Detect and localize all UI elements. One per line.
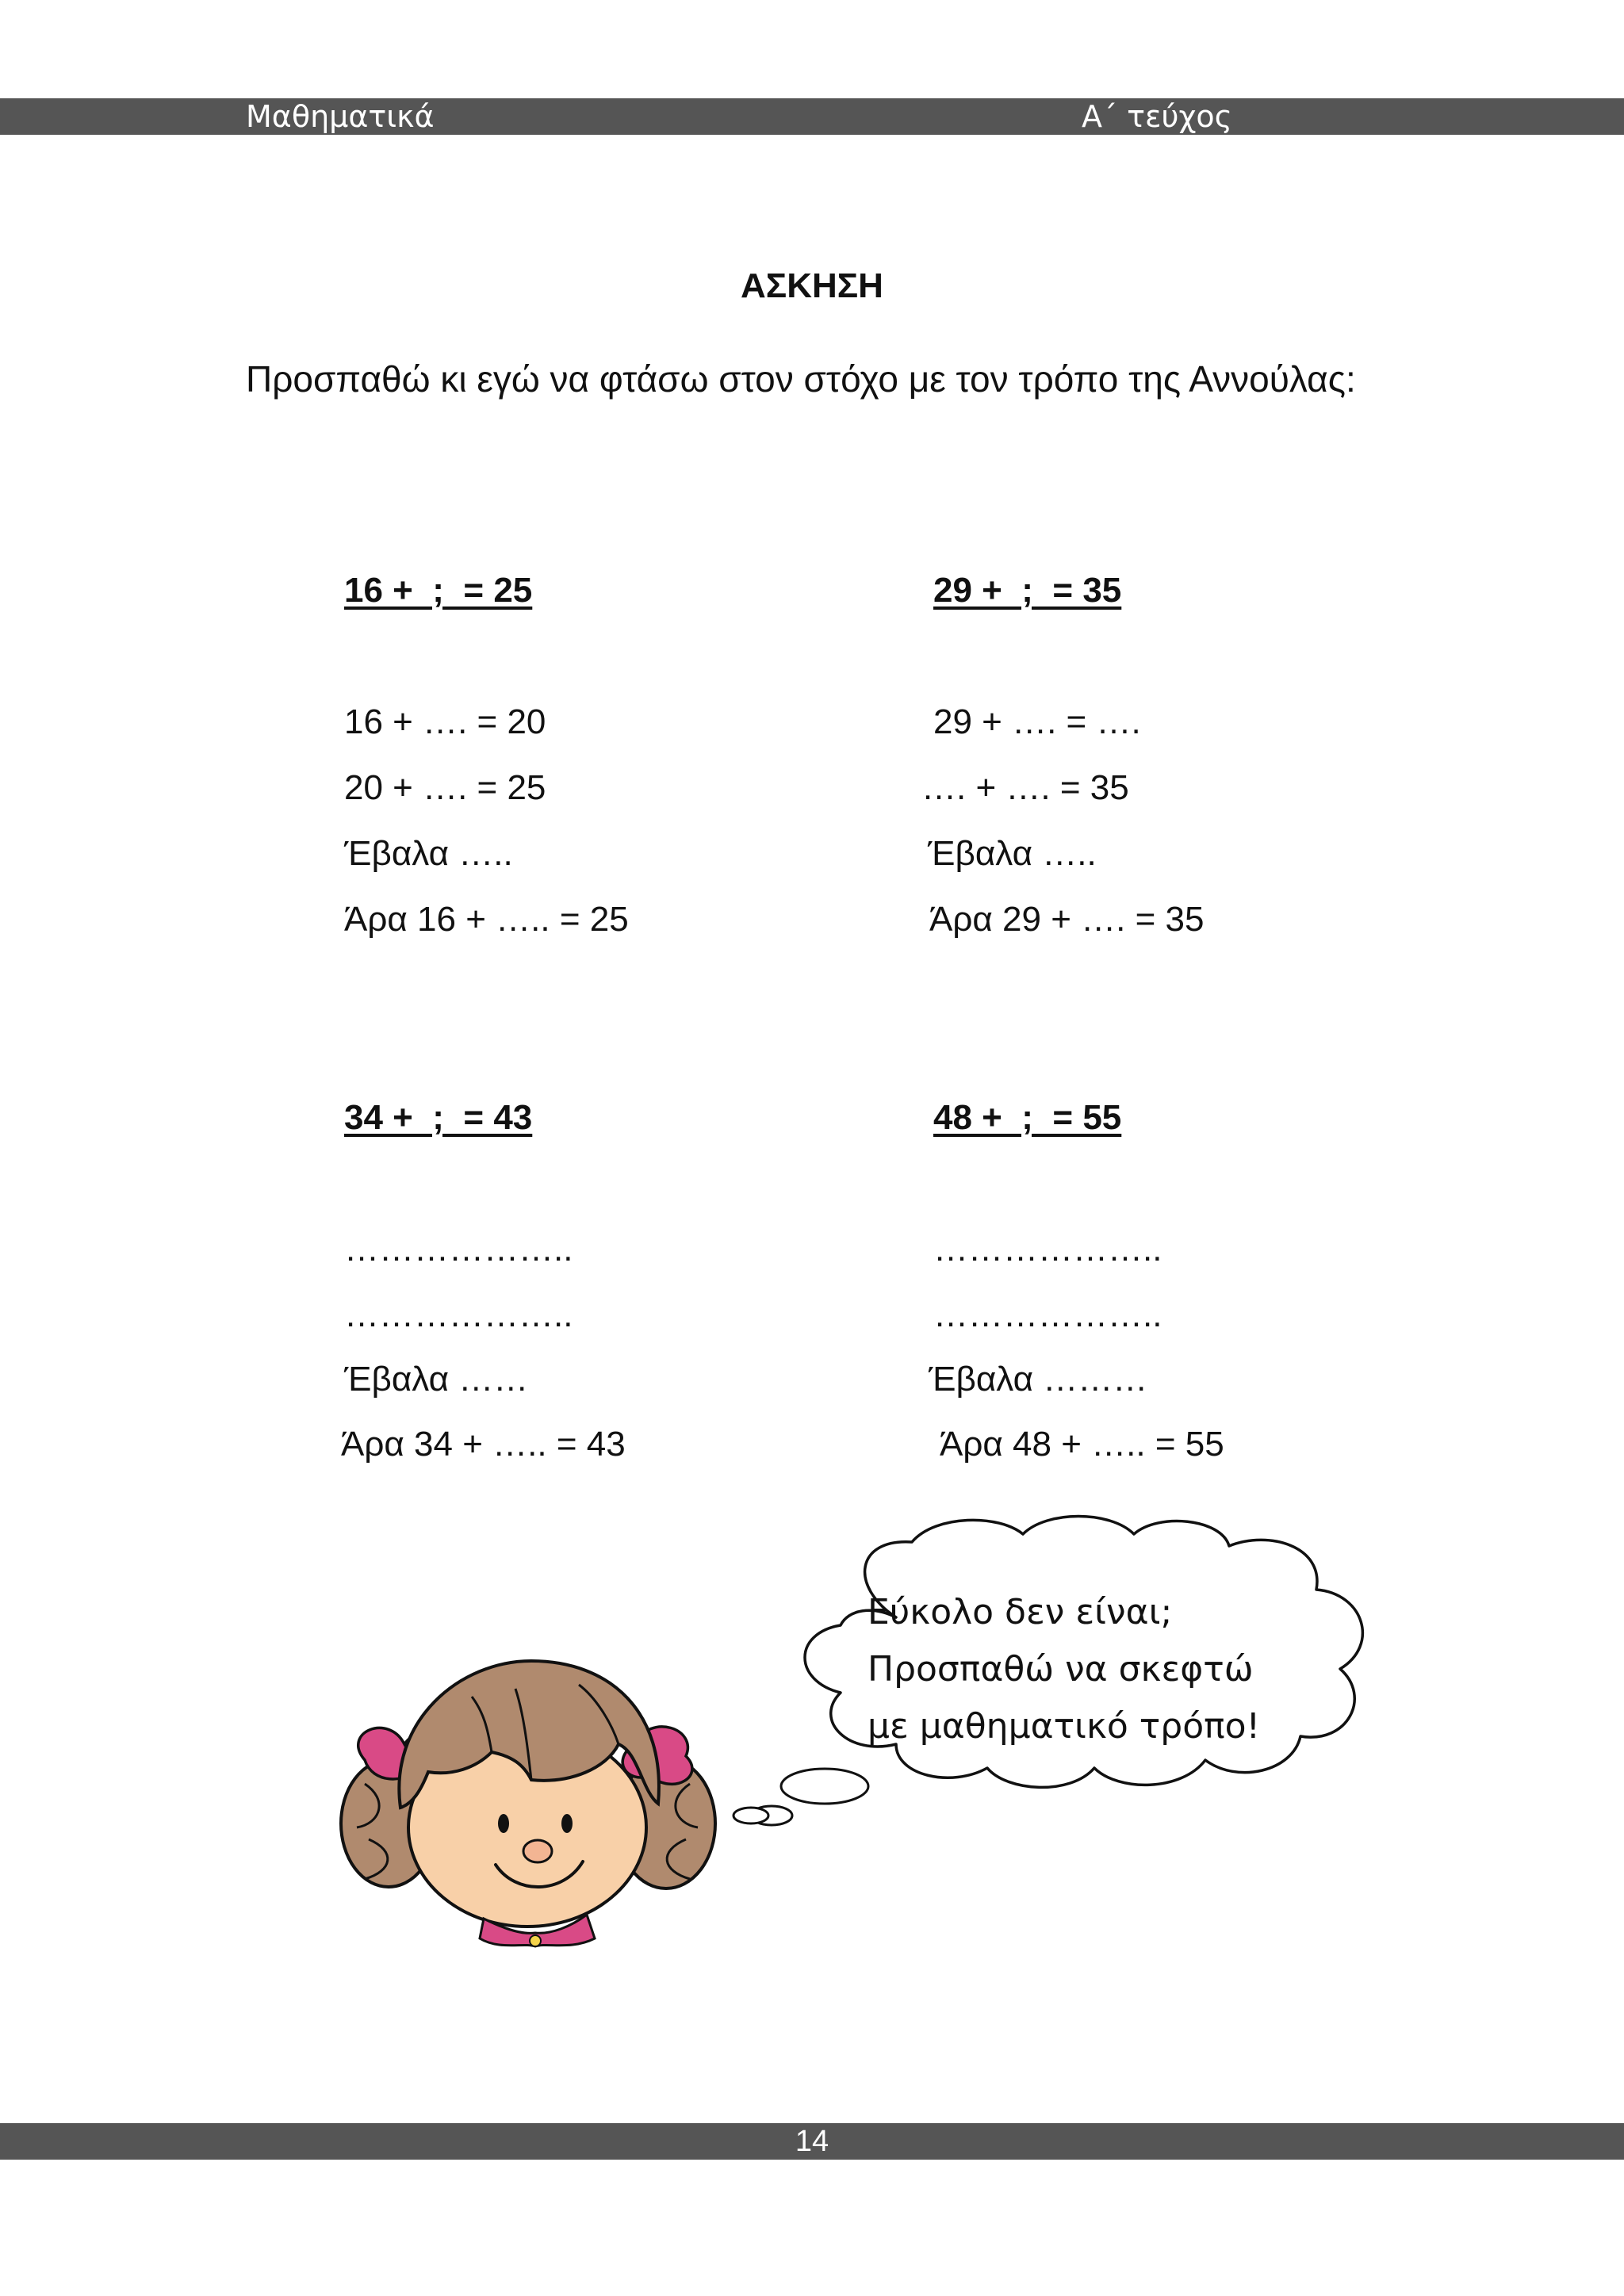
exercise-line: Άρα 16 + ….. = 25 bbox=[344, 900, 629, 939]
exercise-2 bbox=[921, 571, 1397, 951]
exercise-line: Άρα 29 + …. = 35 bbox=[929, 900, 1205, 939]
exercise-line: Έβαλα ….. bbox=[344, 834, 513, 873]
exercise-title: 29 + ; = 35 bbox=[933, 571, 1122, 610]
exercise-3 bbox=[341, 1098, 820, 1479]
intro-paragraph: Προσπαθώ κι εγώ να φτάσω στον στόχο με τον τρόπο της Αννούλας: bbox=[246, 358, 1356, 400]
exercise-title: 16 + ; = 25 bbox=[344, 571, 533, 610]
speech-line: Εύκολο δεν είναι; bbox=[868, 1592, 1173, 1632]
exercise-4 bbox=[929, 1098, 1409, 1479]
exercise-line: Έβαλα …… bbox=[344, 1360, 529, 1399]
exercise-1 bbox=[344, 571, 820, 951]
girl-face-icon bbox=[333, 1657, 730, 1950]
exercise-line: Έβαλα ……… bbox=[929, 1360, 1148, 1399]
exercise-line: 20 + …. = 25 bbox=[344, 768, 546, 807]
exercise-line: ……………….. bbox=[344, 1230, 573, 1269]
exercise-line: 16 + …. = 20 bbox=[344, 702, 546, 741]
speech-line: Προσπαθώ να σκεφτώ bbox=[868, 1649, 1254, 1689]
exercise-line: ……………….. bbox=[344, 1295, 573, 1334]
page-title: ΑΣΚΗΣΗ bbox=[741, 266, 883, 305]
exercise-line: Άρα 48 + ….. = 55 bbox=[940, 1425, 1224, 1464]
exercise-line: ……………….. bbox=[933, 1295, 1162, 1334]
page-number: 14 bbox=[795, 2125, 829, 2158]
header-subject: Μαθηματικά bbox=[246, 99, 435, 134]
exercise-line: …. + …. = 35 bbox=[921, 768, 1129, 807]
speech-line: με μαθηματικό τρόπο! bbox=[868, 1706, 1261, 1747]
header-bar bbox=[0, 98, 1624, 135]
exercise-line: Άρα 34 + ….. = 43 bbox=[341, 1425, 626, 1464]
speech-bubble-text bbox=[868, 1584, 1260, 1755]
exercise-line: Έβαλα ….. bbox=[928, 834, 1097, 873]
exercise-line: ……………….. bbox=[933, 1230, 1162, 1269]
exercise-line: 29 + …. = …. bbox=[933, 702, 1141, 741]
header-volume: Α΄ τεύχος bbox=[1082, 99, 1232, 134]
exercise-title: 34 + ; = 43 bbox=[344, 1098, 533, 1137]
exercise-title: 48 + ; = 55 bbox=[933, 1098, 1122, 1137]
footer-bar bbox=[0, 2123, 1624, 2160]
